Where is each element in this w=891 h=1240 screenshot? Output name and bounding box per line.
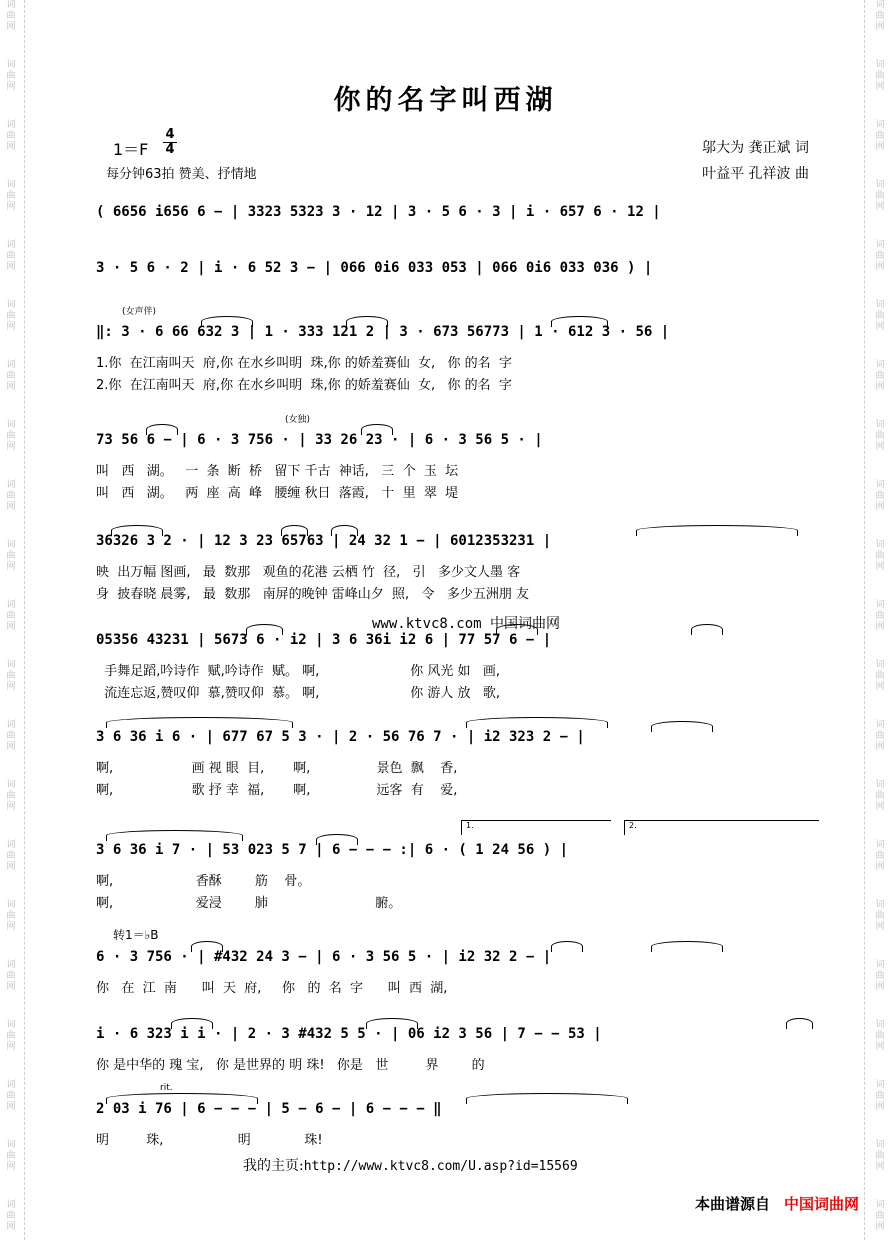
side-watermark: 词 曲 网 <box>6 480 16 512</box>
side-watermark: 词 曲 网 <box>875 840 885 872</box>
side-watermark: 词 曲 网 <box>875 900 885 932</box>
phrase-slur <box>106 830 243 841</box>
side-watermark: 词 曲 网 <box>6 660 16 692</box>
left-margin-watermark <box>0 0 22 1240</box>
lyrics-verse-1: 你 在 江 南 叫 天 府, 你 的 名 字 叫 西 湖, <box>96 981 448 996</box>
volta-bracket-2: 2. <box>624 820 819 835</box>
side-watermark: 词 曲 网 <box>6 600 16 632</box>
lyrics-verse-1: 手舞足蹈,吟诗作 赋,吟诗作 赋。 啊, 你 风光 如 画, <box>96 664 501 679</box>
composer-credit: 叶益平 孔祥波 曲 <box>702 166 809 182</box>
homepage-footer <box>243 1155 578 1175</box>
notation-row: 2 03 i 76 | 6 − − − | 5 − 6 − | 6 − − − ‖ <box>96 1101 442 1117</box>
side-watermark: 词 曲 网 <box>6 1140 16 1172</box>
notation-row: 6 · 3 756 · | #432 24 3 − | 6 · 3 56 5 · | i2 32 2 − | <box>96 949 552 965</box>
lyrics-verse-2: 2.你 在江南叫天 府,你 在水乡叫明 珠,你 的娇羞赛仙 女, 你 的名 字 <box>96 378 512 393</box>
margin-dashed-line <box>864 0 865 1240</box>
volta-bracket-1: 1. <box>461 820 611 835</box>
side-watermark: 词 曲 网 <box>875 300 885 332</box>
side-watermark: 词 曲 网 <box>875 180 885 212</box>
notation-row: ‖: 3 · 6 66 632 3 | 1 · 333 121 2 | 3 · 673 56773 | 1 · 612 3 · 56 | <box>96 324 670 340</box>
side-watermark: 词 曲 网 <box>875 720 885 752</box>
side-watermark: 词 曲 网 <box>875 660 885 692</box>
time-signature-top: 4 <box>165 127 175 142</box>
notation-row: 3 6 36 i 6 · | 677 67 5 3 · | 2 · 56 76 7 · | i2 323 2 − | <box>96 729 585 745</box>
side-watermark: 词 曲 网 <box>6 1080 16 1112</box>
side-watermark: 词 曲 网 <box>6 300 16 332</box>
side-watermark: 词 曲 网 <box>6 720 16 752</box>
notation-row: ( 6656 i656 6 − | 3323 5323 3 · 12 | 3 · 5 6 · 3 | i · 657 6 · 12 | <box>96 204 661 220</box>
lyrics-verse-1: 叫 西 湖。 一 条 断 桥 留下 千古 神话, 三 个 玉 坛 <box>96 464 459 479</box>
lyrics-verse-2: 叫 西 湖。 两 座 高 峰 腰缠 秋日 落霞, 十 里 翠 堤 <box>96 486 459 501</box>
side-watermark: 词 曲 网 <box>875 360 885 392</box>
side-watermark: 词 曲 网 <box>875 420 885 452</box>
side-watermark: 词 曲 网 <box>6 1020 16 1052</box>
right-margin-watermark <box>869 0 891 1240</box>
lyrics-verse-1: 明 珠, 明 珠! <box>96 1133 323 1148</box>
side-watermark: 词 曲 网 <box>6 0 16 32</box>
source-label: 本曲谱源自 <box>694 1195 770 1213</box>
side-watermark: 词 曲 网 <box>875 960 885 992</box>
homepage-url[interactable]: http://www.ktvc8.com/U.asp?id=15569 <box>303 1159 578 1174</box>
phrase-slur <box>106 717 293 728</box>
notation-row: i · 6 323 i i · | 2 · 3 #432 5 5 · | 06 i2 3 56 | 7 − − 53 | <box>96 1026 602 1042</box>
female-chorus-annotation: (女声伴) <box>122 307 157 317</box>
side-watermark: 词 曲 网 <box>6 780 16 812</box>
time-signature-bottom: 4 <box>163 142 177 157</box>
side-watermark: 词 曲 网 <box>875 1080 885 1112</box>
side-watermark: 词 曲 网 <box>875 240 885 272</box>
source-brand: 中国词曲网 <box>783 1195 859 1213</box>
lyrics-verse-2: 身 披春晓 晨雾, 最 数那 南屏的晚钟 雷峰山夕 照, 令 多少五洲朋 友 <box>96 587 530 602</box>
tempo-marking: 每分钟63拍 赞美、抒情地 <box>106 167 257 182</box>
side-watermark: 词 曲 网 <box>875 1020 885 1052</box>
margin-dashed-line <box>24 0 25 1240</box>
lyrics-verse-2: 流连忘返,赞叹仰 慕,赞叹仰 慕。 啊, 你 游人 放 歌, <box>96 686 501 701</box>
notation-row: 36326 3 2 · | 12 3 23 65763 | 24 32 1 − | 6012353231 | <box>96 533 552 549</box>
lyrics-verse-1: 啊, 香酥 筋 骨。 <box>96 874 311 889</box>
notation-row: 73 56 6 − | 6 · 3 756 · | 33 26 23 · | 6 · 3 56 5 · | <box>96 432 543 448</box>
side-watermark: 词 曲 网 <box>6 360 16 392</box>
lyrics-verse-2: 啊, 歌 抒 幸 福, 啊, 远客 有 爱, <box>96 783 458 798</box>
side-watermark: 词 曲 网 <box>6 240 16 272</box>
side-watermark: 词 曲 网 <box>6 420 16 452</box>
side-watermark: 词 曲 网 <box>875 780 885 812</box>
female-solo-annotation: (女独) <box>285 415 311 425</box>
homepage-label: 我的主页: <box>243 1158 304 1174</box>
side-watermark: 词 曲 网 <box>875 540 885 572</box>
side-watermark: 词 曲 网 <box>6 180 16 212</box>
key-change-annotation: 转1＝♭B <box>113 928 159 942</box>
side-watermark: 词 曲 网 <box>6 540 16 572</box>
side-watermark: 词 曲 网 <box>875 1140 885 1172</box>
notation-row: 3 · 5 6 · 2 | i · 6 52 3 − | 066 0i6 033 053 | 066 0i6 033 036 ) | <box>96 260 653 276</box>
side-watermark: 词 曲 网 <box>6 900 16 932</box>
time-signature <box>163 128 177 157</box>
side-watermark: 词 曲 网 <box>875 0 885 32</box>
phrase-slur <box>466 717 608 728</box>
side-watermark: 词 曲 网 <box>875 600 885 632</box>
key-signature: 1＝F <box>113 140 149 159</box>
lyrics-verse-1: 1.你 在江南叫天 府,你 在水乡叫明 珠,你 的娇羞赛仙 女, 你 的名 字 <box>96 356 512 371</box>
lyrics-verse-2: 啊, 爱浸 肺 腑。 <box>96 896 402 911</box>
notation-row: 3 6 36 i 7 · | 53 023 5 7 | 6 − − − :| 6 · ( 1 24 56 ) | <box>96 842 569 858</box>
watermark-site-name: 中国词曲网 <box>490 616 561 632</box>
side-watermark: 词 曲 网 <box>875 480 885 512</box>
lyrics-verse-1: 你 是中华的 瑰 宝, 你 是世界的 明 珠! 你是 世 界 的 <box>96 1058 485 1073</box>
side-watermark: 词 曲 网 <box>875 120 885 152</box>
side-watermark: 词 曲 网 <box>6 960 16 992</box>
watermark-url: www.ktvc8.com <box>372 616 482 632</box>
side-watermark: 词 曲 网 <box>6 840 16 872</box>
song-title: 你的名字叫西湖 <box>333 85 558 116</box>
lyrics-verse-1: 映 出万幅 图画, 最 数那 观鱼的花港 云栖 竹 径, 引 多少文人墨 客 <box>96 565 521 580</box>
lyrics-verse-1: 啊, 画 视 眼 目, 啊, 景色 飘 香, <box>96 761 458 776</box>
ritardando-marking: rit. <box>160 1083 173 1093</box>
side-watermark: 词 曲 网 <box>875 60 885 92</box>
side-watermark: 词 曲 网 <box>6 1200 16 1232</box>
side-watermark: 词 曲 网 <box>875 1200 885 1232</box>
source-credit <box>695 1193 859 1214</box>
side-watermark: 词 曲 网 <box>6 60 16 92</box>
notation-row: 05356 43231 | 5673 6 · i2 | 3 6 36i i2 6 | 77 57 6 − | <box>96 632 552 648</box>
side-watermark: 词 曲 网 <box>6 120 16 152</box>
lyricist-credit: 邬大为 龚正斌 词 <box>702 140 809 156</box>
